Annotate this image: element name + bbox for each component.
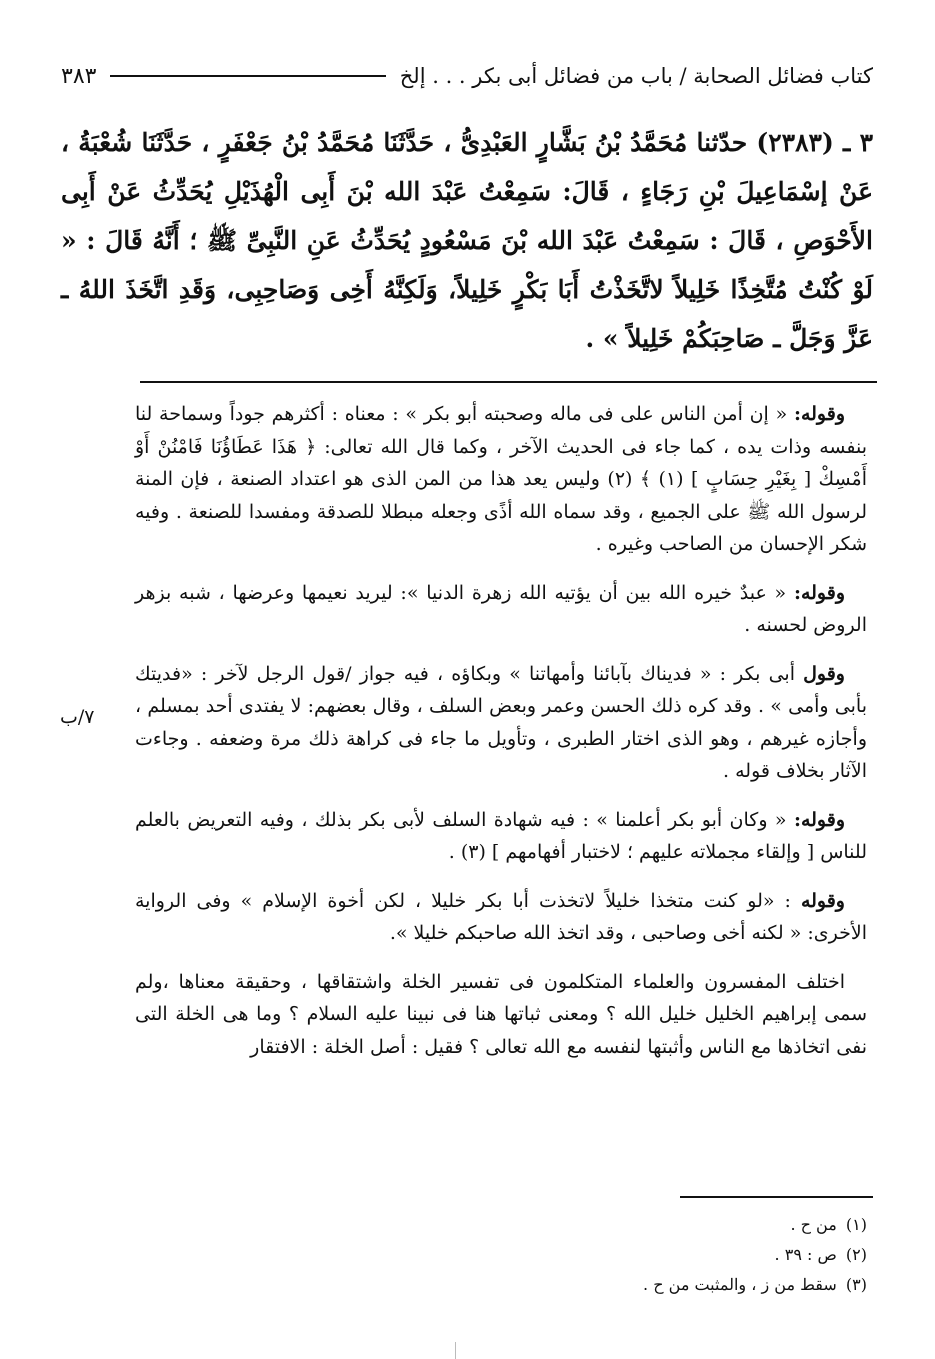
commentary-paragraph bbox=[135, 885, 867, 950]
footnote-text: من ح . bbox=[790, 1215, 837, 1234]
header-rule bbox=[110, 75, 385, 77]
footnote-number: (٣) bbox=[845, 1275, 867, 1294]
footnote bbox=[367, 1240, 867, 1270]
scan-edge-mark bbox=[455, 1342, 456, 1359]
commentary-paragraph bbox=[135, 577, 867, 642]
commentary bbox=[135, 398, 867, 1079]
commentary-paragraph bbox=[135, 966, 867, 1064]
paragraph-text: « وكان أبو بكر أعلمنا » : فيه شهادة السلف لأبى بكر بذلك ، وفيه التعريض بالعلم للناس [ وإلقاء مجملاته عليهم ؛ لاختبار أفهامهم ] (٣) . bbox=[135, 808, 867, 863]
hadith-text: ٣ ـ (٢٣٨٣) حدّثنا مُحَمَّدُ بْنُ بَشَّارٍ العَبْدِىُّ ، حَدَّثَنَا مُحَمَّدُ بْنُ جَعْفَرٍ ، حَدَّثَنَا شُعْبَةُ ، عَنْ إسْمَاعِيلَ بْنِ رَجَاءٍ ، قَالَ: سَمِعْتُ عَبْدَ الله بْنَ أَبِى الْهُذَيْلِ يُحَدِّثُ عَنْ أَبِى الأَحْوَصِ ، قَالَ : سَمِعْتُ عَبْدَ الله بْنَ مَسْعُودٍ يُحَدِّثُ عَنِ النَّبِىِّ ﷺ ؛ أَنَّهُ قَالَ : « لَوْ كُنْتُ مُتَّخِذًا خَلِيلاً لاتَّخَذْتُ أَبَا بَكْرٍ خَلِيلاً، وَلَكِنَّهُ أَخِى وَصَاحِبِى، وَقَدِ اتَّخَذَ اللهُ ـ عَزَّ وَجَلَّ ـ صَاحِبَكُمْ خَلِيلاً » . bbox=[61, 128, 873, 353]
footnote-text: ص : ٣٩ . bbox=[774, 1245, 837, 1264]
footnote-number: (١) bbox=[845, 1215, 867, 1234]
paragraph-lead: وقوله bbox=[800, 889, 845, 912]
paragraph-text: « عبدٌ خيره الله بين أن يؤتيه الله زهرة الدنيا »: ليريد نعيمها وعرضها ، شبه بزهر الروض لحسنه . bbox=[135, 581, 867, 636]
footnote bbox=[367, 1210, 867, 1240]
commentary-paragraph bbox=[135, 658, 867, 788]
footnote-text: سقط من ز ، والمثبت من ح . bbox=[643, 1275, 837, 1294]
paragraph-lead: وقوله: bbox=[793, 581, 845, 604]
section-divider bbox=[140, 381, 877, 383]
footnote-number: (٢) bbox=[845, 1245, 867, 1264]
paragraph-lead: وقوله: bbox=[793, 403, 845, 425]
commentary-paragraph bbox=[135, 804, 867, 869]
commentary-paragraph bbox=[135, 398, 867, 561]
footnote-divider bbox=[680, 1196, 873, 1198]
footnotes bbox=[367, 1210, 867, 1300]
manuscript-folio-note: ٧/ب bbox=[60, 706, 95, 728]
paragraph-text: : «لو كنت متخذا خليلاً لاتخذت أبا بكر خليلا ، لكن أخوة الإسلام » وفى الرواية الأخرى: « لكنه أخى وصاحبى ، وقد اتخذ الله صاحبكم خليلا ». bbox=[135, 889, 867, 944]
running-header bbox=[61, 56, 873, 96]
paragraph-text: اختلف المفسرون والعلماء المتكلمون فى تفسير الخلة واشتقاقها ، وحقيقة معناها ،ولم سمى إبراهيم الخليل خليل الله ؟ ومعنى ثباتها هنا فى نبينا عليه السلام ؟ وما هى الخلة التى نفى اتخاذها مع الناس وأثبتها لنفسه مع الله تعالى ؟ فقيل : أصل الخلة : الافتقار bbox=[135, 970, 867, 1058]
paragraph-lead: وقوله: bbox=[793, 808, 845, 831]
footnote bbox=[367, 1270, 867, 1300]
paragraph-text: « إن أمن الناس على فى ماله وصحبته أبو بكر » : معناه : أكثرهم جوداً وسماحة لنا بنفسه وذات يده ، كما جاء فى الحديث الآخر ، وكما قال الله تعالى: ﴿ هَذَا عَطَاؤُنَا فَامْنُنْ أَوْ أَمْسِكْ [ بِغَيْرِ حِسَابٍ ] (١) ﴾ (٢) وليس يعد هذا من المن الذى هو اعتداد الصنعة ، فإن المنة لرسول الله ﷺ على الجميع ، وقد سماه الله أذًى وجعله مبطلا للصدقة ومفسدا للصنعة . وفيه شكر الإحسان من الصاحب وغيره . bbox=[135, 403, 867, 555]
paragraph-text: أبى بكر : « فديناك بآبائنا وأمهاتنا » وبكاؤه ، فيه جواز /قول الرجل لآخر : «فديتك بأبى وأمى » . وقد كره ذلك الحسن وعمر وبعض السلف ، وقال بعضهم: لا يفتدى أحد بمسلم ، وأجازه غيرهم ، وهو الذى اختار الطبرى ، وتأويل ما جاء فى كراهة ذلك مرة وضعفه . وجاءت الآثار بخلاف قوله . bbox=[135, 662, 867, 782]
paragraph-lead: وقول bbox=[803, 662, 845, 685]
header-title: كتاب فضائل الصحابة / باب من فضائل أبى بكر . . . إلخ bbox=[399, 64, 873, 88]
page-number: ٣٨٣ bbox=[61, 63, 97, 89]
